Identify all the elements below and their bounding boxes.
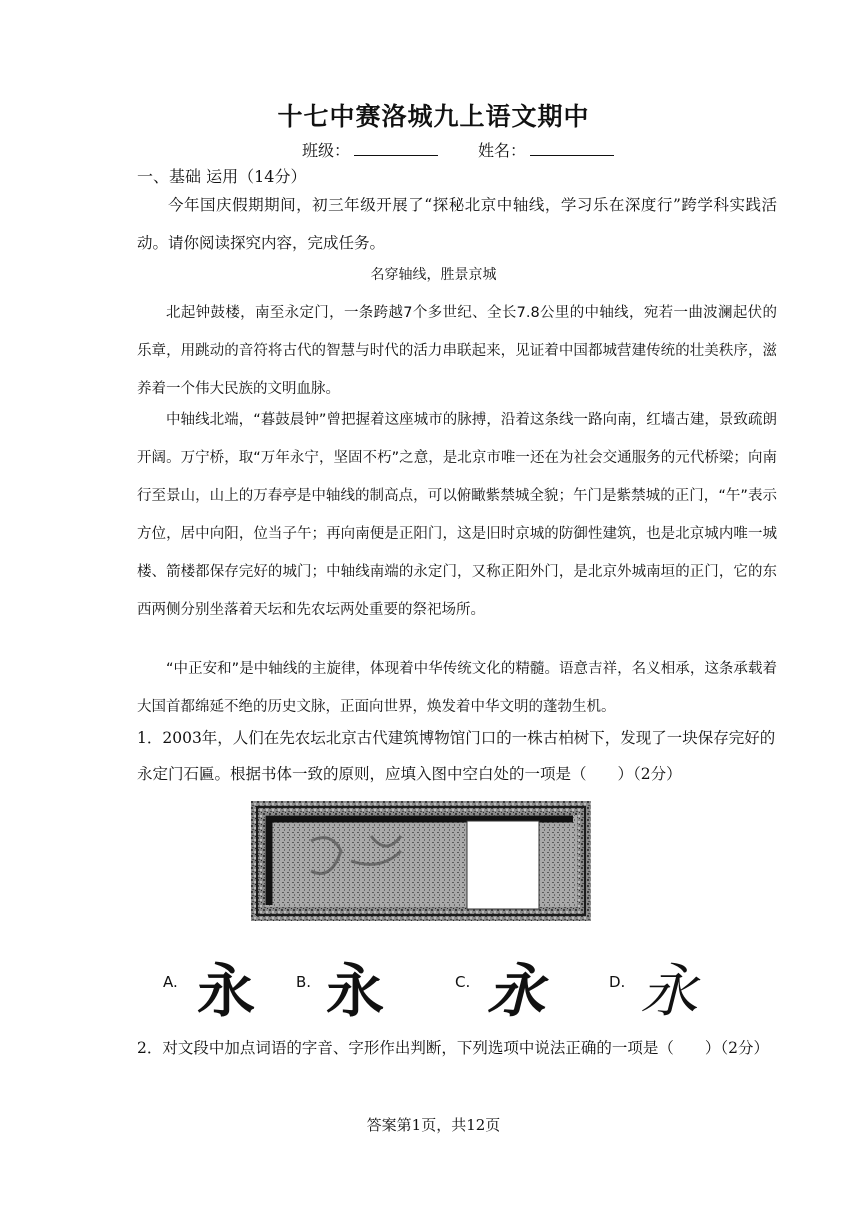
name-blank: [530, 141, 614, 156]
page-title: 十七中赛洛城九上语文期中: [277, 102, 590, 131]
stone-plaque-image: [251, 801, 591, 921]
passage-paragraph-3: “中正安和”是中轴线的主旋律，体现着中华传统文化的精髓。语意吉祥，名义相承，这条承载着大国首都绵延不绝的历史文脉，正面向世界，焕发着中华文明的蓬勃生机。: [137, 661, 777, 715]
option-b-glyph: 永: [326, 957, 385, 1025]
passage-title: 名穿轴线，胜景京城: [370, 267, 497, 283]
question-2: 2．对文段中加点词语的字音、字形作出判断，下列选项中说法正确的一项是（ ）（2分）: [137, 1039, 769, 1057]
page-footer: 答案第1页，共12页: [366, 1116, 501, 1134]
name-field: [478, 138, 614, 161]
option-a-glyph: 永: [197, 957, 256, 1025]
class-field: [302, 138, 438, 161]
option-d-glyph: 永: [640, 957, 699, 1025]
section-heading: 一、基础 运用（14分）: [137, 167, 307, 186]
name-label: 姓名：: [478, 141, 527, 160]
option-c-glyph: 永: [487, 957, 546, 1025]
passage-paragraph-2: 中轴线北端，“暮鼓晨钟”曾把握着这座城市的脉搏，沿着这条线一路向南，红墙古建，景致疏朗开阔。万宁桥，取“万年永宁，坚固不朽”之意，是北京市唯一还在为社会交通服务的元代桥梁；向南行至景山，山上的万春亭是中轴线的制高点，可以俯瞰紫禁城全貌；午门是紫禁城的正门，“午”表示方位，居中向阳，位当子午；再向南便是正阳门，这是旧时京城的防御性建筑，也是北京城内唯一城楼、箭楼都保存完好的城门；中轴线南端的永定门，又称正阳外门，是北京外城南垣的正门，它的东西两侧分别坐落着天坛和先农坛两处重要的祭祀场所。: [137, 412, 777, 618]
class-blank: [354, 141, 438, 156]
option-b-label: B.: [296, 973, 312, 991]
intro-paragraph: 今年国庆假期期间，初三年级开展了“探秘北京中轴线，学习乐在深度行”跨学科实践活动。请你阅读探究内容，完成任务。: [137, 196, 777, 252]
question-1: 1．2003年，人们在先农坛北京古代建筑博物馆门口的一株古柏树下，发现了一块保存完好的永定门石匾。根据书体一致的原则，应填入图中空白处的一项是（ ）（2分）: [137, 729, 776, 783]
option-a-label: A.: [163, 973, 178, 991]
option-d-label: D.: [609, 973, 626, 991]
class-label: 班级：: [302, 141, 351, 160]
passage-paragraph-1: 北起钟鼓楼，南至永定门，一条跨越7个多世纪、全长7.8公里的中轴线，宛若一曲波澜起伏的乐章，用跳动的音符将古代的智慧与时代的活力串联起来，见证着中国都城营建传统的壮美秩序，滋养着一个伟大民族的文明血脉。: [137, 305, 777, 397]
option-c-label: C.: [455, 973, 471, 991]
